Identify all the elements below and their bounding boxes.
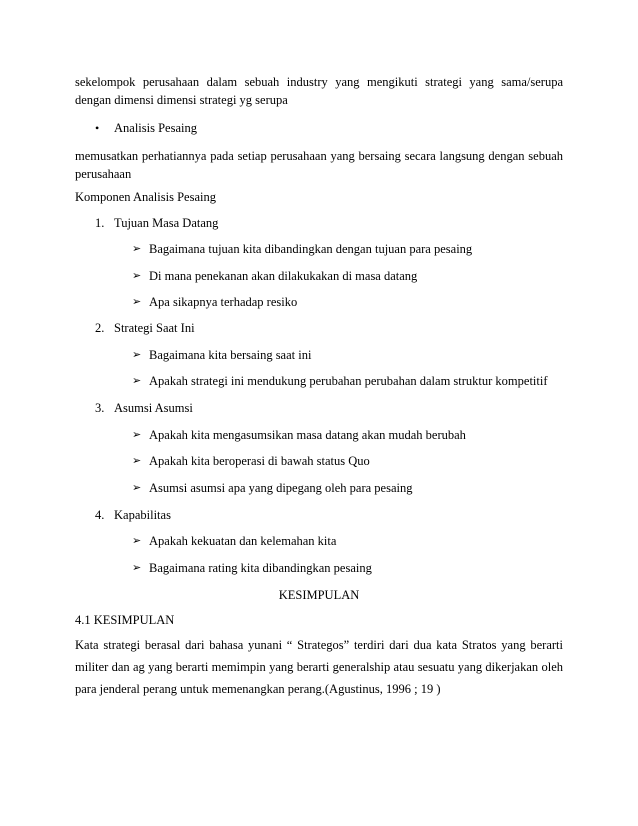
- section-1-title: Tujuan Masa Datang: [114, 216, 219, 230]
- section-2-item-1: Bagaimana kita bersaing saat ini: [149, 348, 312, 362]
- section-3-title: Asumsi Asumsi: [114, 401, 193, 415]
- section-3-item-1: Apakah kita mengasumsikan masa datang akan mudah berubah: [149, 428, 466, 442]
- section-2-title: Strategi Saat Ini: [114, 321, 195, 335]
- paragraph-1-line-2: dengan dimensi dimensi strategi yg serupa: [75, 93, 288, 107]
- arrow-icon: ➢: [132, 429, 142, 441]
- section-1-item-2: Di mana penekanan akan dilakukakan di masa datang: [149, 269, 418, 283]
- subheading-4-1: 4.1 KESIMPULAN: [75, 613, 175, 627]
- arrow-icon: ➢: [132, 296, 142, 308]
- paragraph-3-line-1: Kata strategi berasal dari bahasa yunani “ Strategos” terdiri dari dua kata Stratos yang berarti: [75, 638, 563, 652]
- paragraph-2-line-2: perusahaan: [75, 167, 132, 181]
- bullet-symbol: •: [95, 121, 100, 135]
- section-1-item-3: Apa sikapnya terhadap resiko: [149, 295, 298, 309]
- arrow-icon: ➢: [132, 349, 142, 361]
- section-4-number: 4.: [95, 508, 105, 522]
- section-1-item-1: Bagaimana tujuan kita dibandingkan dengan tujuan para pesaing: [149, 242, 473, 256]
- paragraph-2-line-1: memusatkan perhatiannya pada setiap perusahaan yang bersaing secara langsung dengan sebuah: [75, 149, 563, 163]
- section-4-item-2: Bagaimana rating kita dibandingkan pesaing: [149, 561, 372, 575]
- paragraph-1-line-1: sekelompok perusahaan dalam sebuah industry yang mengikuti strategi yang sama/serupa: [75, 75, 563, 89]
- arrow-icon: ➢: [132, 243, 142, 255]
- bullet-text: Analisis Pesaing: [114, 121, 197, 135]
- section-3-item-2: Apakah kita beroperasi di bawah status Quo: [149, 454, 370, 468]
- arrow-icon: ➢: [132, 535, 142, 547]
- section-1-number: 1.: [95, 216, 105, 230]
- section-4-title: Kapabilitas: [114, 508, 171, 522]
- arrow-icon: ➢: [132, 270, 142, 282]
- section-3-number: 3.: [95, 401, 105, 415]
- paragraph-3-line-3: para jenderal perang untuk memenangkan perang.(Agustinus, 1996 ; 19 ): [75, 682, 441, 696]
- section-2-item-2: Apakah strategi ini mendukung perubahan perubahan dalam struktur kompetitif: [149, 374, 548, 388]
- paragraph-3-line-2: militer dan ag yang berarti memimpin yang berarti generalship atau sesuatu yang dikerjakan oleh: [75, 660, 563, 674]
- arrow-icon: ➢: [132, 455, 142, 467]
- heading-komponen: Komponen Analisis Pesaing: [75, 190, 216, 204]
- section-4-item-1: Apakah kekuatan dan kelemahan kita: [149, 534, 337, 548]
- arrow-icon: ➢: [132, 562, 142, 574]
- section-3-item-3: Asumsi asumsi apa yang dipegang oleh para pesaing: [149, 481, 413, 495]
- arrow-icon: ➢: [132, 482, 142, 494]
- section-2-number: 2.: [95, 321, 105, 335]
- arrow-icon: ➢: [132, 375, 142, 387]
- kesimpulan-title: KESIMPULAN: [278, 588, 360, 602]
